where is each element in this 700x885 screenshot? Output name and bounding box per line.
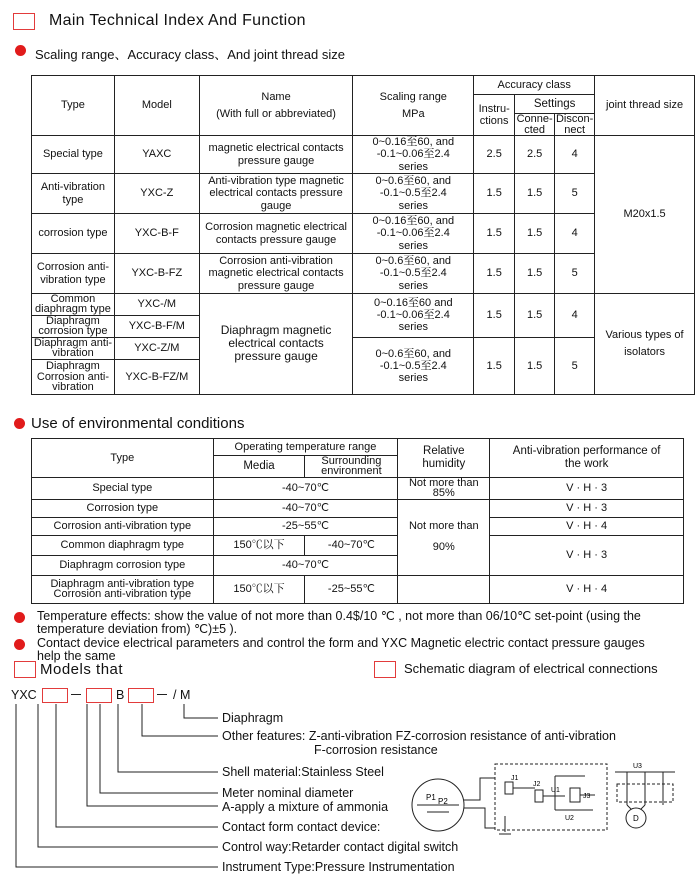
diaphragm-conn2: 1.5 (515, 337, 555, 394)
model-item-contact-form: Contact form contact device: (222, 820, 381, 834)
row4-type: Corrosion anti-vibration type (32, 254, 115, 294)
env-row6-perf: V · H · 4 (490, 575, 684, 603)
note-temperature-effects: Temperature effects: show the value of not more than 0.4$/10 ℃ , not more than 06/10℃ set-point (using the temperature deviation from) ℃)±5 ). (37, 609, 641, 637)
model-item-diaphragm: Diaphragm (222, 711, 284, 725)
row3-conn: 1.5 (515, 214, 555, 254)
row4-conn: 1.5 (515, 254, 555, 294)
label-j2: J2 (533, 781, 541, 788)
env-row3-temp: -25~55℃ (213, 517, 398, 535)
row3-disc: 4 (555, 214, 595, 254)
row2-conn: 1.5 (515, 174, 555, 214)
header-thread: joint thread size (595, 76, 695, 136)
env-row1-humidity: Not more than 85% (398, 477, 490, 499)
header-instructions: Instru-ctions (474, 95, 515, 136)
note-contact-device: Contact device electrical parameters and control the form and YXC Magnetic electric contact pressure gauges help the same (37, 636, 645, 664)
env-header-type: Type (32, 439, 214, 478)
row2-range: 0~0.6至60, and -0.1~0.5至2.4 series (353, 174, 474, 214)
diaphragm-disc2: 5 (555, 337, 595, 394)
row1-conn: 2.5 (515, 136, 555, 174)
label-d: D (633, 814, 639, 823)
row3-instr: 1.5 (474, 214, 515, 254)
header-name-line2: (With full or abbreviated) (216, 107, 336, 120)
header-disconnect: Discon-nect (555, 113, 594, 136)
row3-model: YXC-B-F (114, 214, 199, 254)
diaphragm-disc1: 4 (555, 294, 595, 338)
env-header-humidity: Relative humidity (398, 439, 490, 478)
env-header-media: Media (213, 456, 305, 478)
env-row4-media: 150℃以下 (213, 535, 305, 555)
env-row5-type: Diaphragm corrosion type (32, 555, 214, 575)
model-item-diameter: Meter nominal diameter (222, 786, 354, 800)
header-connected: Conne-cted (516, 113, 553, 136)
label-u2: U2 (565, 815, 574, 822)
header-accuracy: Accuracy class (474, 76, 595, 95)
diaphragm-range2: 0~0.6至60, and -0.1~0.5至2.4 series (353, 337, 474, 394)
model-item-shell: Shell material:Stainless Steel (222, 765, 384, 779)
env-header-surrounding: Surrounding environment (305, 456, 398, 478)
label-u1: U1 (551, 787, 560, 794)
env-row2-type: Corrosion type (32, 499, 214, 517)
row1-disc: 4 (555, 136, 595, 174)
row8-model: YXC-B-FZ/M (114, 359, 199, 394)
model-item-other-features: Other features: Z-anti-vibration FZ-corrosion resistance of anti-vibration (222, 729, 616, 743)
row2-type: Anti-vibration type (32, 174, 115, 214)
label-j3: J3 (583, 793, 591, 800)
row1-range: 0~0.16至60, and -0.1~0.06至2.4 series (353, 136, 474, 174)
header-type: Type (32, 76, 115, 136)
row1-instr: 2.5 (474, 136, 515, 174)
row1-name: magnetic electrical contacts pressure gauge (199, 136, 353, 174)
row7-type: Diaphragm anti-vibration (32, 337, 115, 359)
env-row1-temp: -40~70℃ (213, 477, 398, 499)
thread-top: M20x1.5 (595, 136, 695, 294)
row2-name: Anti-vibration type magnetic electrical contacts pressure gauge (199, 174, 353, 214)
row7-model: YXC-Z/M (114, 337, 199, 359)
row4-name: Corrosion anti-vibration magnetic electrical contacts pressure gauge (199, 254, 353, 294)
model-code-prefix: YXC (11, 688, 37, 702)
env-row6-media: 150℃以下 (213, 575, 305, 603)
label-p2: P2 (438, 797, 448, 806)
model-item-ammonia: A-apply a mixture of ammonia (222, 800, 389, 814)
env-header-optemp: Operating temperature range (213, 439, 398, 456)
schematic-title: Schematic diagram of electrical connections (404, 661, 658, 676)
row3-name: Corrosion magnetic electrical contacts pressure gauge (199, 214, 353, 254)
env-row6-type: Diaphragm anti-vibration type Corrosion anti-vibration type (32, 575, 214, 603)
section1-title: Main Technical Index And Function (49, 12, 306, 29)
row5-type: Common diaphragm type (32, 294, 115, 316)
row1-type: Special type (32, 136, 115, 174)
diaphragm-instr2: 1.5 (474, 337, 515, 394)
diaphragm-instr1: 1.5 (474, 294, 515, 338)
row3-range: 0~0.16至60, and -0.1~0.06至2.4 series (353, 214, 474, 254)
row5-model: YXC-/M (114, 294, 199, 316)
row2-model: YXC-Z (114, 174, 199, 214)
row6-model: YXC-B-F/M (114, 315, 199, 337)
row4-instr: 1.5 (474, 254, 515, 294)
diaphragm-name: Diaphragm magnetic electrical contacts pressure gauge (199, 294, 353, 395)
env-row1-perf: V · H · 3 (490, 477, 684, 499)
row2-disc: 5 (555, 174, 595, 214)
header-settings: Settings (515, 95, 595, 114)
electrical-schematic (405, 750, 695, 850)
header-range-line2: MPa (401, 107, 425, 120)
env-row2-perf: V · H · 3 (490, 499, 684, 517)
label-p1: P1 (426, 793, 436, 802)
model-code-b: B (116, 688, 125, 702)
row6-type: Diaphragm corrosion type (32, 315, 115, 337)
header-name-line1: Name (261, 91, 291, 103)
row1-model: YAXC (114, 136, 199, 174)
row4-range: 0~0.6至60, and -0.1~0.5至2.4 series (353, 254, 474, 294)
diaphragm-range1: 0~0.16至60 and -0.1~0.06至2.4 series (353, 294, 474, 338)
row4-model: YXC-B-FZ (114, 254, 199, 294)
model-code-m: / M (173, 688, 191, 702)
env-row4-type: Common diaphragm type (32, 535, 214, 555)
env-humidity-merged: Not more than 90% (398, 499, 490, 575)
env-perf-merged: V · H · 3 (490, 535, 684, 575)
header-range-line1: Scaling range (379, 91, 447, 103)
env-row6-env: -25~55℃ (305, 575, 398, 603)
label-j1: J1 (511, 775, 519, 782)
model-item-control-way: Control way:Retarder contact digital switch (222, 840, 459, 854)
row3-type: corrosion type (32, 214, 115, 254)
thread-bottom: Various types of isolators (595, 294, 695, 395)
env-row3-type: Corrosion anti-vibration type (32, 517, 214, 535)
env-header-antivib: Anti-vibration performance of the work (490, 439, 684, 478)
model-item-instrument-type: Instrument Type:Pressure Instrumentation (222, 860, 455, 874)
diaphragm-conn1: 1.5 (515, 294, 555, 338)
env-row1-type: Special type (32, 477, 214, 499)
label-u3: U3 (633, 763, 642, 770)
row2-instr: 1.5 (474, 174, 515, 214)
row4-disc: 5 (555, 254, 595, 294)
env-row2-temp: -40~70℃ (213, 499, 398, 517)
row8-type: Diaphragm Corrosion anti-vibration (32, 359, 115, 394)
env-row4-env: -40~70℃ (305, 535, 398, 555)
env-row3-perf: V · H · 4 (490, 517, 684, 535)
section2-title: Use of environmental conditions (31, 415, 245, 432)
env-row5-temp: -40~70℃ (213, 555, 398, 575)
models-title: Models that (40, 661, 124, 678)
header-model: Model (114, 76, 199, 136)
section1-subtitle: Scaling range、Accuracy class、And joint thread size (35, 47, 345, 62)
model-item-f-corrosion: F-corrosion resistance (314, 743, 438, 757)
